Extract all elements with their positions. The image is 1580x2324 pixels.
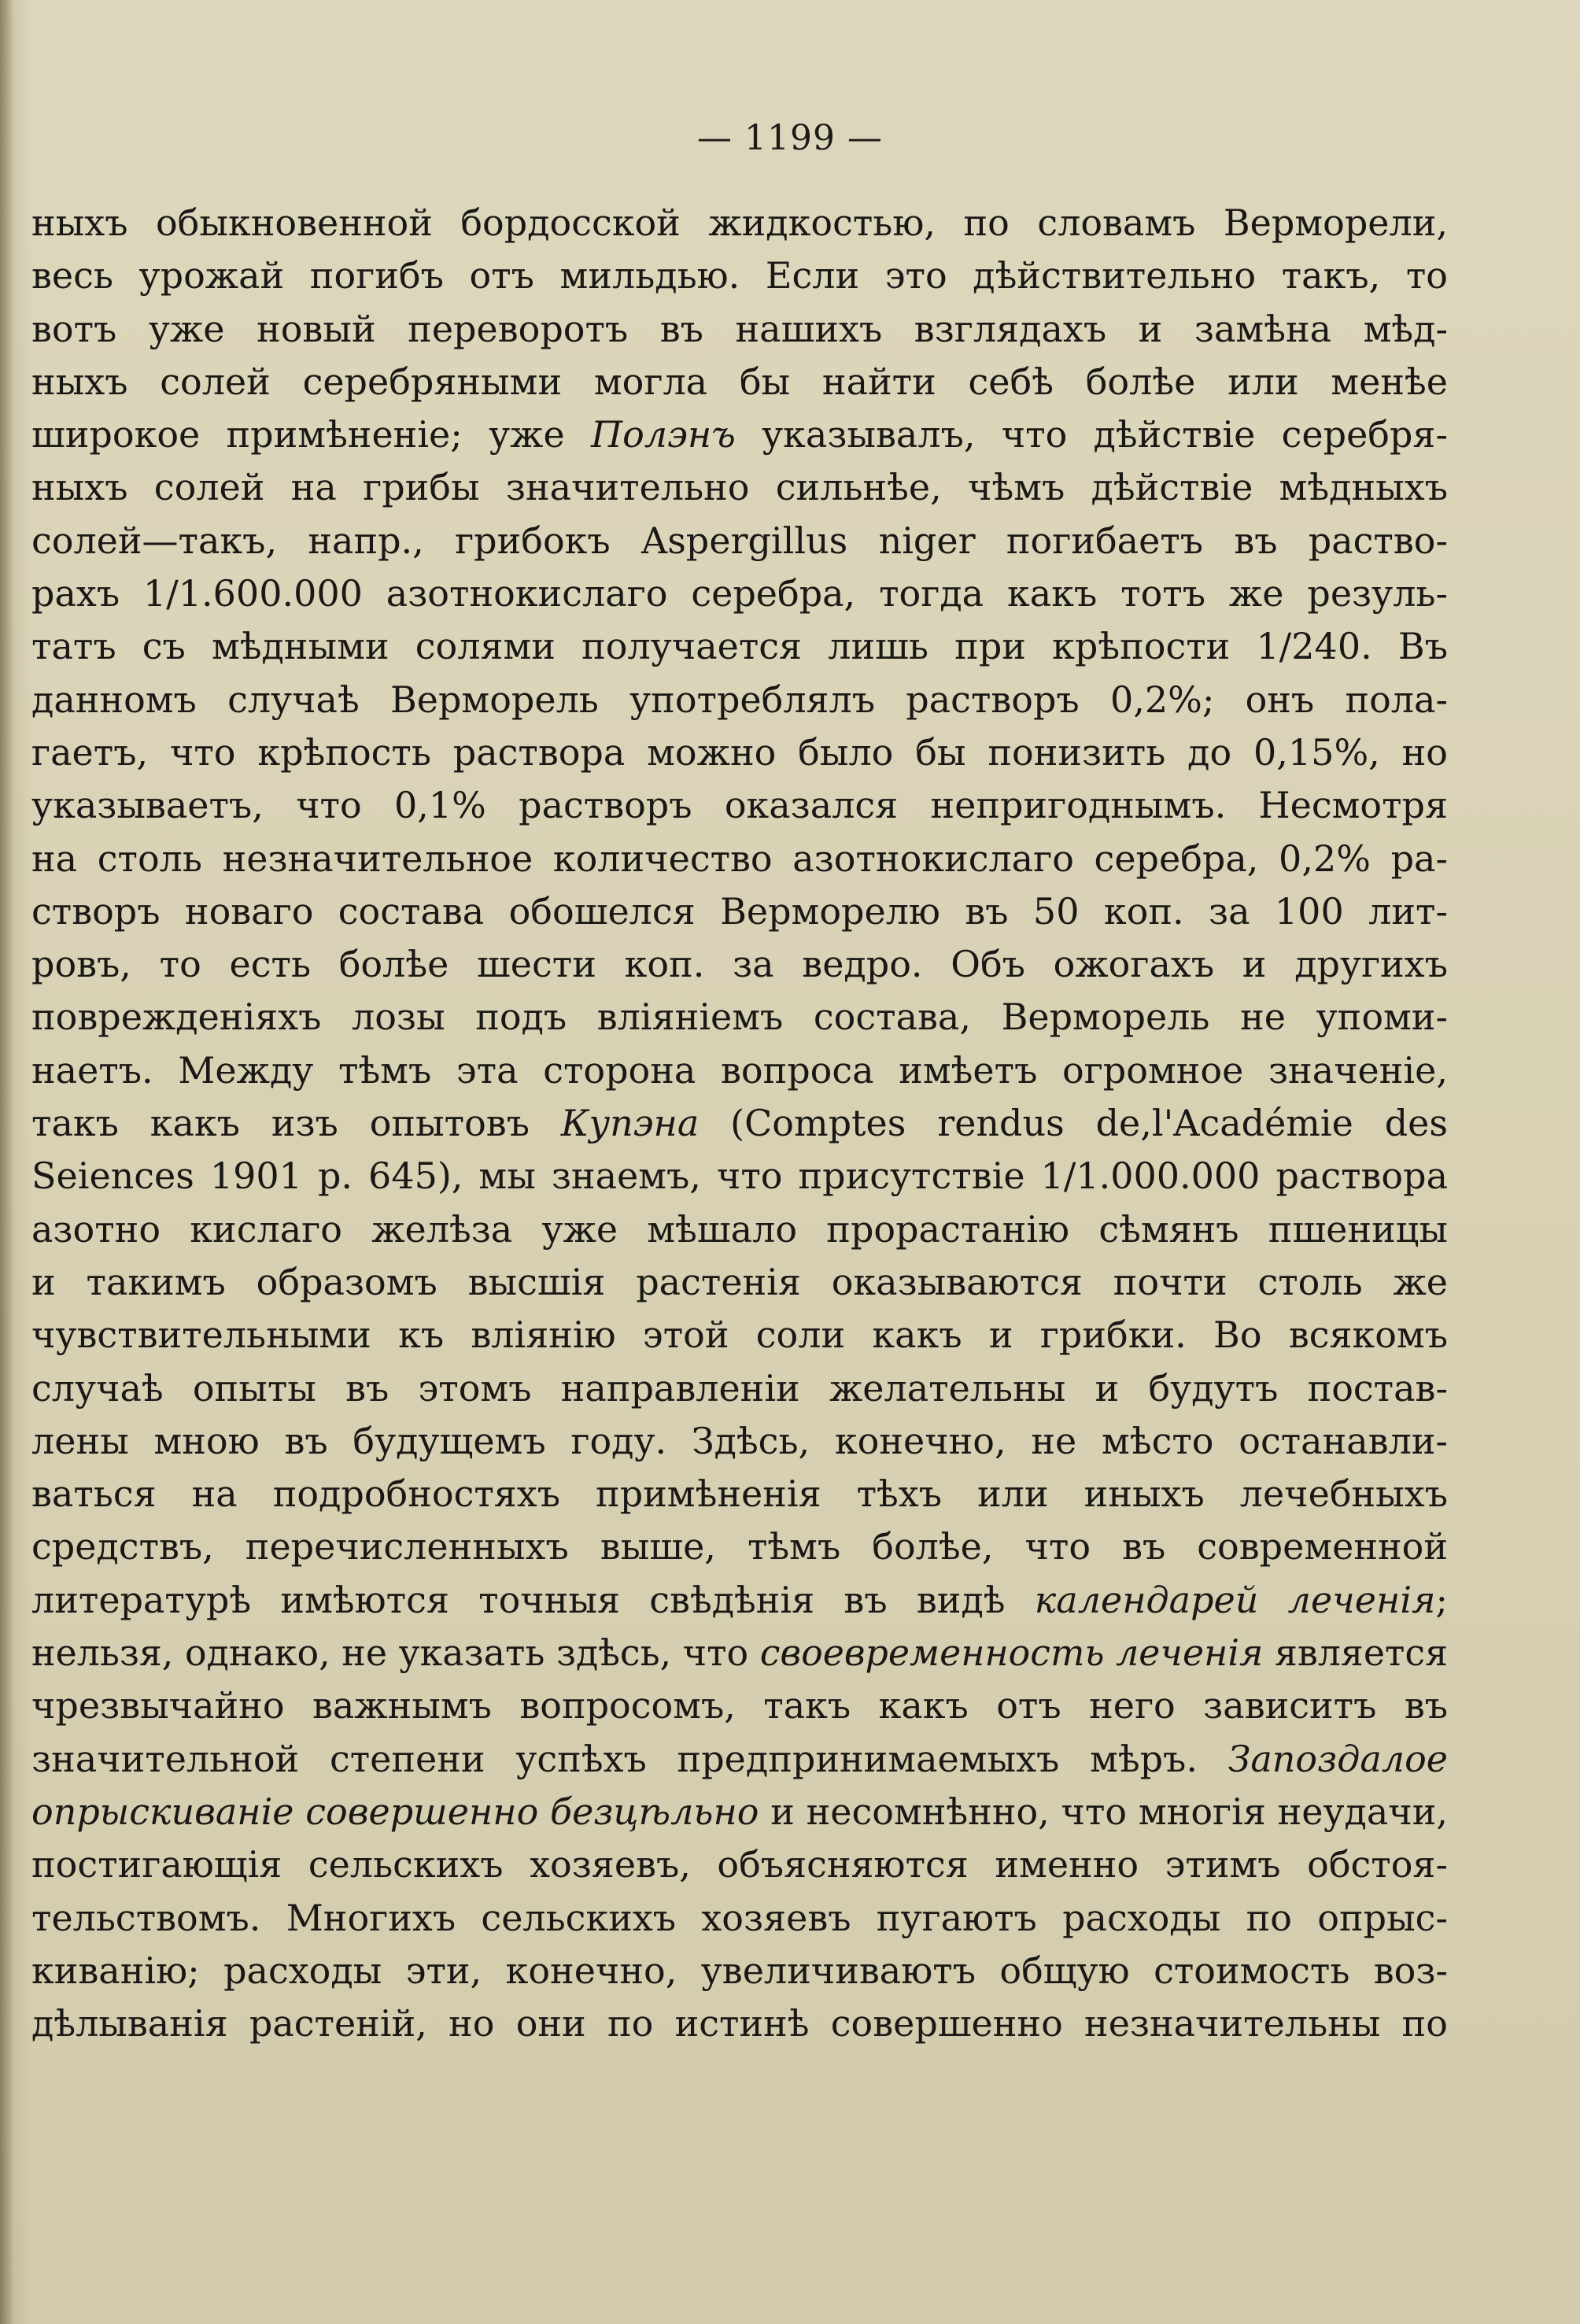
text-line xyxy=(31,1627,1448,1679)
text-line xyxy=(31,1945,1448,1997)
text-line xyxy=(31,991,1448,1044)
text-segment: литературѣ имѣются точныя свѣдѣнія въ видѣ xyxy=(31,1578,1035,1621)
text-segment: ныхъ обыкновенной бордосской жидкостью, по словамъ Верморели, xyxy=(31,201,1448,244)
text-line xyxy=(31,1574,1448,1627)
text-segment: дѣлыванія растеній, но они по истинѣ совершенно незначительны по xyxy=(31,2002,1448,2045)
text-line xyxy=(31,249,1448,302)
text-line xyxy=(31,1415,1448,1468)
text-line xyxy=(31,515,1448,567)
text-line xyxy=(31,674,1448,726)
text-segment: вотъ уже новый переворотъ въ нашихъ взглядахъ и замѣна мѣд- xyxy=(31,307,1448,350)
italic-emphasis: своевременность леченія xyxy=(759,1631,1264,1675)
text-segment: и несомнѣнно, что многія неудачи, xyxy=(759,1790,1448,1833)
text-line xyxy=(31,1997,1448,2050)
text-line xyxy=(31,938,1448,991)
text-segment: на столь незначительное количество азотнокислаго серебра, 0,2% ра- xyxy=(31,837,1448,880)
text-line xyxy=(31,1838,1448,1891)
text-segment: случаѣ опыты въ этомъ направленіи желательны и будутъ постав- xyxy=(31,1366,1448,1410)
text-segment: азотно кислаго желѣза уже мѣшало прорастанію сѣмянъ пшеницы xyxy=(31,1207,1448,1251)
text-segment: чрезвычайно важнымъ вопросомъ, такъ какъ отъ него зависитъ въ xyxy=(31,1684,1448,1727)
page-gutter-shadow xyxy=(0,0,14,2324)
text-segment: гаетъ, что крѣпость раствора можно было бы понизить до 0,15%, но xyxy=(31,730,1448,774)
text-line xyxy=(31,1362,1448,1415)
text-segment: лены мною въ будущемъ году. Здѣсь, конечно, не мѣсто останавли- xyxy=(31,1419,1448,1462)
text-segment: постигающія сельскихъ хозяевъ, объясняются именно этимъ обстоя- xyxy=(31,1843,1448,1886)
text-line xyxy=(31,885,1448,938)
italic-emphasis: Купэна xyxy=(560,1102,700,1145)
text-line xyxy=(31,779,1448,832)
page-number: — 1199 — xyxy=(697,118,883,158)
text-line xyxy=(31,1309,1448,1362)
text-segment: ровъ, то есть болѣе шести коп. за ведро. Объ ожогахъ и другихъ xyxy=(31,943,1448,986)
text-segment: ныхъ солей на грибы значительно сильнѣе, чѣмъ дѣйствіе мѣдныхъ xyxy=(31,466,1448,509)
text-line xyxy=(31,1256,1448,1309)
text-segment: киванію; расходы эти, конечно, увеличиваютъ общую стоимость воз- xyxy=(31,1949,1448,1992)
text-segment: поврежденіяхъ лозы подъ вліяніемъ состава, Верморель не упоми- xyxy=(31,996,1448,1039)
text-segment: (Comptes rendus de,l'Académie des xyxy=(699,1102,1448,1145)
text-segment: чувствительными къ вліянію этой соли какъ и грибки. Во всякомъ xyxy=(31,1313,1448,1357)
text-segment: такъ какъ изъ опытовъ xyxy=(31,1102,561,1145)
text-line xyxy=(31,1733,1448,1786)
text-line xyxy=(31,620,1448,673)
text-segment: створъ новаго состава обошелся Верморелю въ 50 коп. за 100 лит- xyxy=(31,889,1448,933)
text-segment: ваться на подробностяхъ примѣненія тѣхъ или иныхъ лечебныхъ xyxy=(31,1472,1448,1516)
text-segment: нельзя, однако, не указать здѣсь, что xyxy=(31,1631,760,1675)
text-segment: рахъ 1/1.600.000 азотнокислаго серебра, тогда какъ тотъ же резуль- xyxy=(31,572,1448,615)
text-line xyxy=(31,303,1448,356)
text-line xyxy=(31,1892,1448,1945)
text-line xyxy=(31,356,1448,408)
body-text xyxy=(31,197,1448,2050)
text-line xyxy=(31,461,1448,514)
text-line xyxy=(31,1044,1448,1097)
text-line xyxy=(31,1679,1448,1732)
text-segment: весь урожай погибъ отъ мильдью. Если это дѣйствительно такъ, то xyxy=(31,254,1448,297)
text-line xyxy=(31,833,1448,885)
text-line xyxy=(31,1520,1448,1573)
italic-emphasis: опрыскиваніе совершенно безцѣльно xyxy=(31,1790,759,1833)
text-line xyxy=(31,1097,1448,1150)
text-segment: тельствомъ. Многихъ сельскихъ хозяевъ пугаютъ расходы по опрыс- xyxy=(31,1896,1448,1939)
text-line xyxy=(31,408,1448,461)
italic-emphasis: календарей леченія xyxy=(1034,1578,1436,1621)
text-segment: и такимъ образомъ высшія растенія оказываются почти столь же xyxy=(31,1260,1448,1303)
text-segment: значительной степени успѣхъ предпринимаемыхъ мѣръ. xyxy=(31,1737,1228,1780)
text-line xyxy=(31,1468,1448,1520)
text-segment: средствъ, перечисленныхъ выше, тѣмъ болѣе, что въ современной xyxy=(31,1525,1448,1568)
text-segment: указываетъ, что 0,1% растворъ оказался непригоднымъ. Несмотря xyxy=(31,784,1448,827)
text-segment: является xyxy=(1263,1631,1448,1675)
text-line xyxy=(31,726,1448,779)
text-segment: татъ съ мѣдными солями получается лишь при крѣпости 1/240. Въ xyxy=(31,625,1448,668)
text-segment: наетъ. Между тѣмъ эта сторона вопроса имѣетъ огромное значеніе, xyxy=(31,1048,1448,1092)
text-segment: солей—такъ, напр., грибокъ Aspergillus niger погибаетъ въ раство- xyxy=(31,519,1448,562)
text-segment: ныхъ солей серебряными могла бы найти себѣ болѣе или менѣе xyxy=(31,360,1448,403)
text-segment: ; xyxy=(1435,1578,1448,1621)
text-line xyxy=(31,1786,1448,1838)
text-line xyxy=(31,1150,1448,1203)
text-segment: Seiences 1901 р. 645), мы знаемъ, что присутствіе 1/1.000.000 раствора xyxy=(31,1155,1448,1198)
italic-emphasis: Запоздалое xyxy=(1227,1737,1448,1780)
text-segment: данномъ случаѣ Верморель употреблялъ растворъ 0,2%; онъ пола- xyxy=(31,678,1448,721)
italic-emphasis: Полэнъ xyxy=(590,413,736,456)
text-line xyxy=(31,1203,1448,1256)
text-line xyxy=(31,197,1448,249)
text-line xyxy=(31,567,1448,620)
text-segment: широкое примѣненіе; уже xyxy=(31,413,591,456)
text-segment: указывалъ, что дѣйствіе серебря- xyxy=(735,413,1448,456)
